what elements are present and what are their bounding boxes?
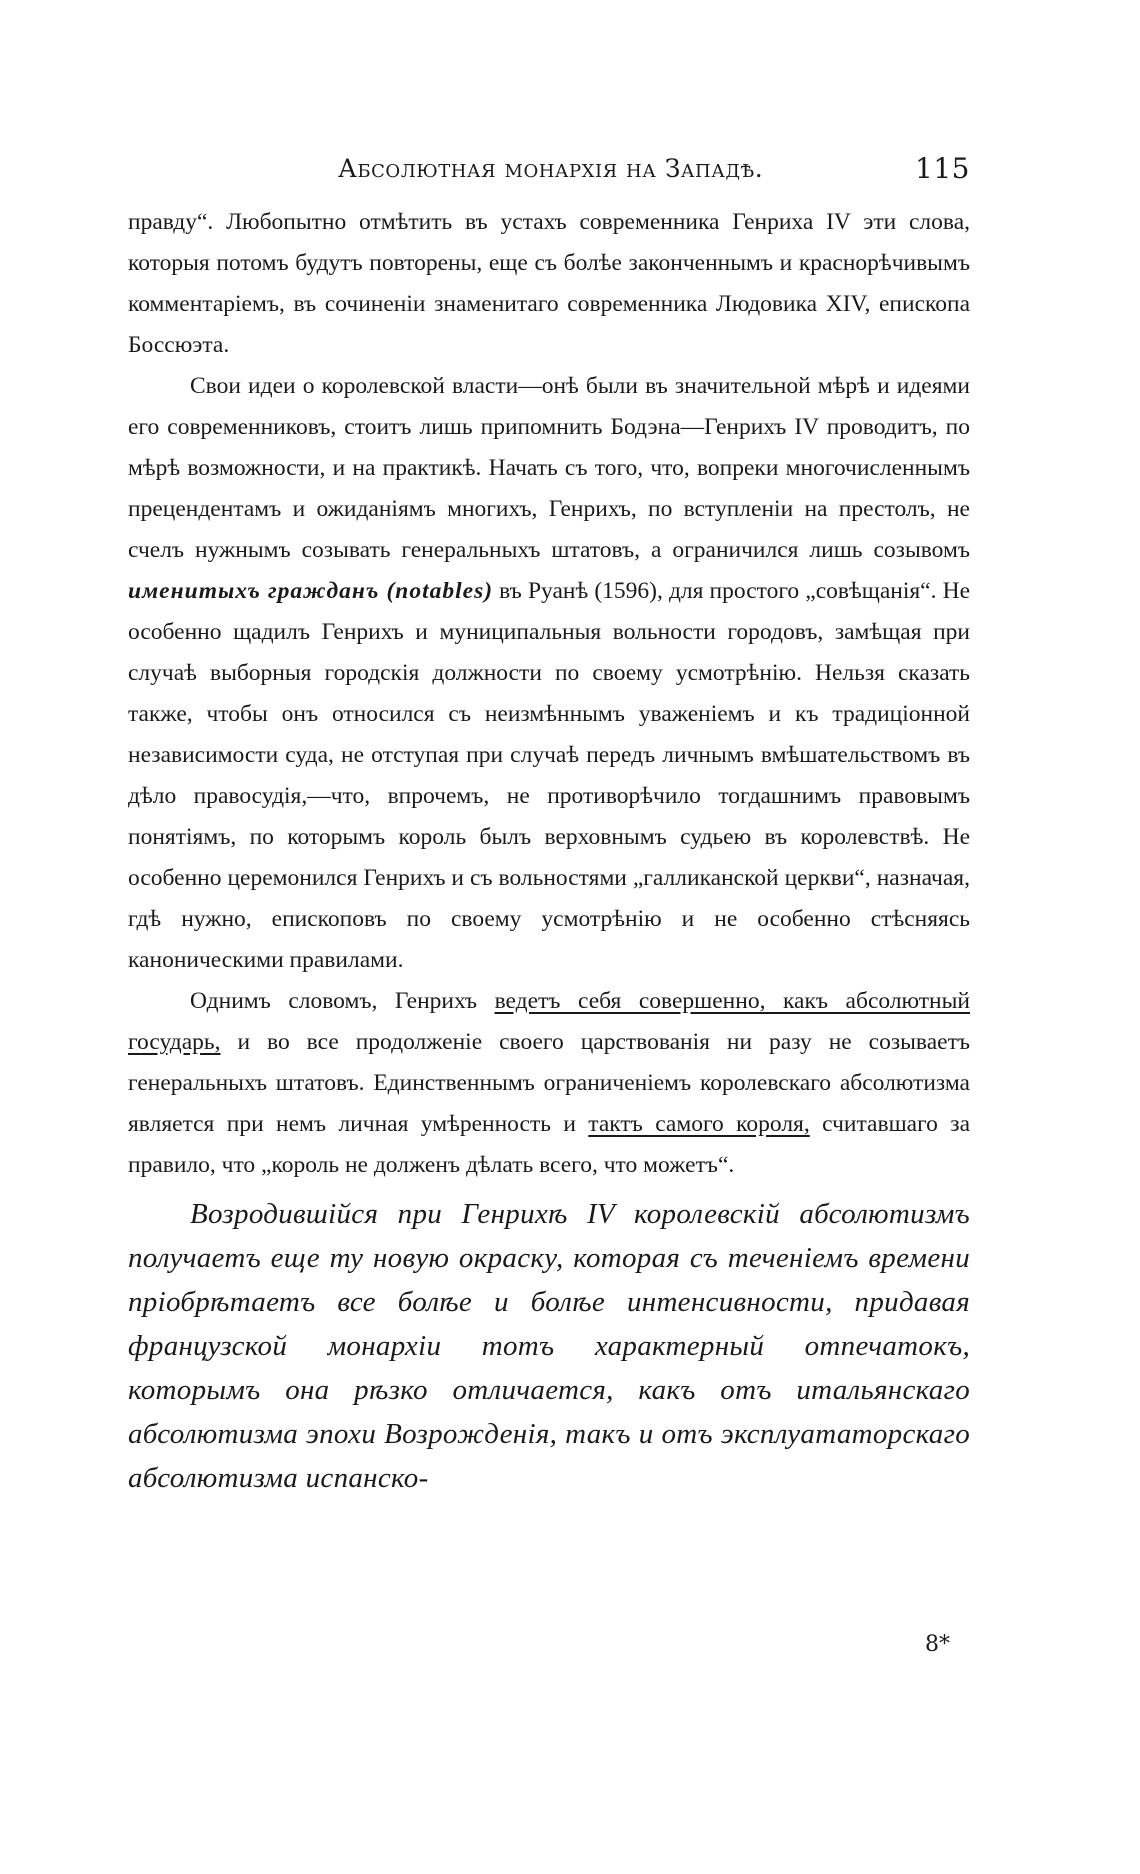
paragraph-1: правду“. Любопытно отмѣтить въ устахъ современника Генриха IV эти слова, которыя потомъ будутъ повторены, еще съ болѣе законченнымъ и краснорѣчивымъ комментаріемъ, въ сочиненіи знаменитаго современника Людовика XIV, епископа Боссюэта. bbox=[128, 209, 970, 358]
signature-mark: 8* bbox=[925, 1632, 950, 1657]
running-head bbox=[128, 150, 970, 190]
page bbox=[128, 150, 971, 1657]
paragraph-3-part-b: и во все продолженіе своего царствованія ни разу не созываетъ генеральныхъ штатовъ. Единственнымъ ограниченіемъ королевскаго абсолютизма является при немъ личная умѣренность и bbox=[128, 1029, 970, 1137]
underlined-phrase-2: тактъ самого короля, bbox=[588, 1111, 810, 1137]
paragraph-2 bbox=[128, 366, 970, 981]
running-title: Абсолютная монархія на Западѣ. bbox=[338, 154, 764, 183]
page-number: 115 bbox=[915, 152, 970, 185]
underlined-phrase-1: ведетъ себя совершенно, какъ абсолютный государь, bbox=[128, 988, 971, 1055]
paragraph-3-part-a: Однимъ словомъ, Генрихъ bbox=[190, 988, 478, 1014]
paragraph-3 bbox=[128, 981, 970, 1186]
body-text bbox=[128, 202, 970, 1500]
emphasis-notables: именитыхъ гражданъ (notables) bbox=[128, 578, 494, 604]
paragraph-2-part-a: Свои идеи о королевской власти—онѣ были въ значительной мѣрѣ и идеями его современниковъ, стоитъ лишь припомнить Бодэна—Генрихъ IV проводитъ, по мѣрѣ возможности, и на практикѣ. Начать съ того, что, вопреки многочисленнымъ прецендентамъ и ожиданіямъ многихъ, Генрихъ, по вступленіи на престолъ, не счелъ нужнымъ созывать генеральныхъ штатовъ, а ограничился лишь созывомъ bbox=[128, 373, 970, 563]
paragraph-4-italic: Возродившійся при Генрихѣ IV королевскій абсолютизмъ получаетъ еще ту новую окраску, которая съ теченіемъ времени пріобрѣтаетъ все болѣе и болѣе интенсивности, придавая французской монархіи тотъ характерный отпечатокъ, которымъ она рѣзко отличается, какъ отъ итальянскаго абсолютизма эпохи Возрожденія, такъ и отъ эксплуататорскаго абсолютизма испанско- bbox=[128, 1198, 970, 1494]
paragraph-2-part-b: въ Руанѣ (1596), для простого „совѣщанія“. Не особенно щадилъ Генрихъ и муниципальныя вольности городовъ, замѣщая при случаѣ выборныя городскія должности по своему усмотрѣнію. Нельзя сказать также, чтобы онъ относился съ неизмѣннымъ уваженіемъ и къ традиціонной независимости суда, не отступая при случаѣ передъ личнымъ вмѣшательствомъ въ дѣло правосудія,—что, впрочемъ, не противорѣчило тогдашнимъ правовымъ понятіямъ, по которымъ король былъ верховнымъ судьею въ королевствѣ. Не особенно церемонился Генрихъ и съ вольностями „галликанской церкви“, назначая, гдѣ нужно, епископовъ по своему усмотрѣнію и не особенно стѣсняясь каноническими правилами. bbox=[128, 578, 970, 973]
paragraph-3-part-c: считавшаго за правило, что „король не долженъ дѣлать всего, что можетъ“. bbox=[128, 1111, 971, 1178]
